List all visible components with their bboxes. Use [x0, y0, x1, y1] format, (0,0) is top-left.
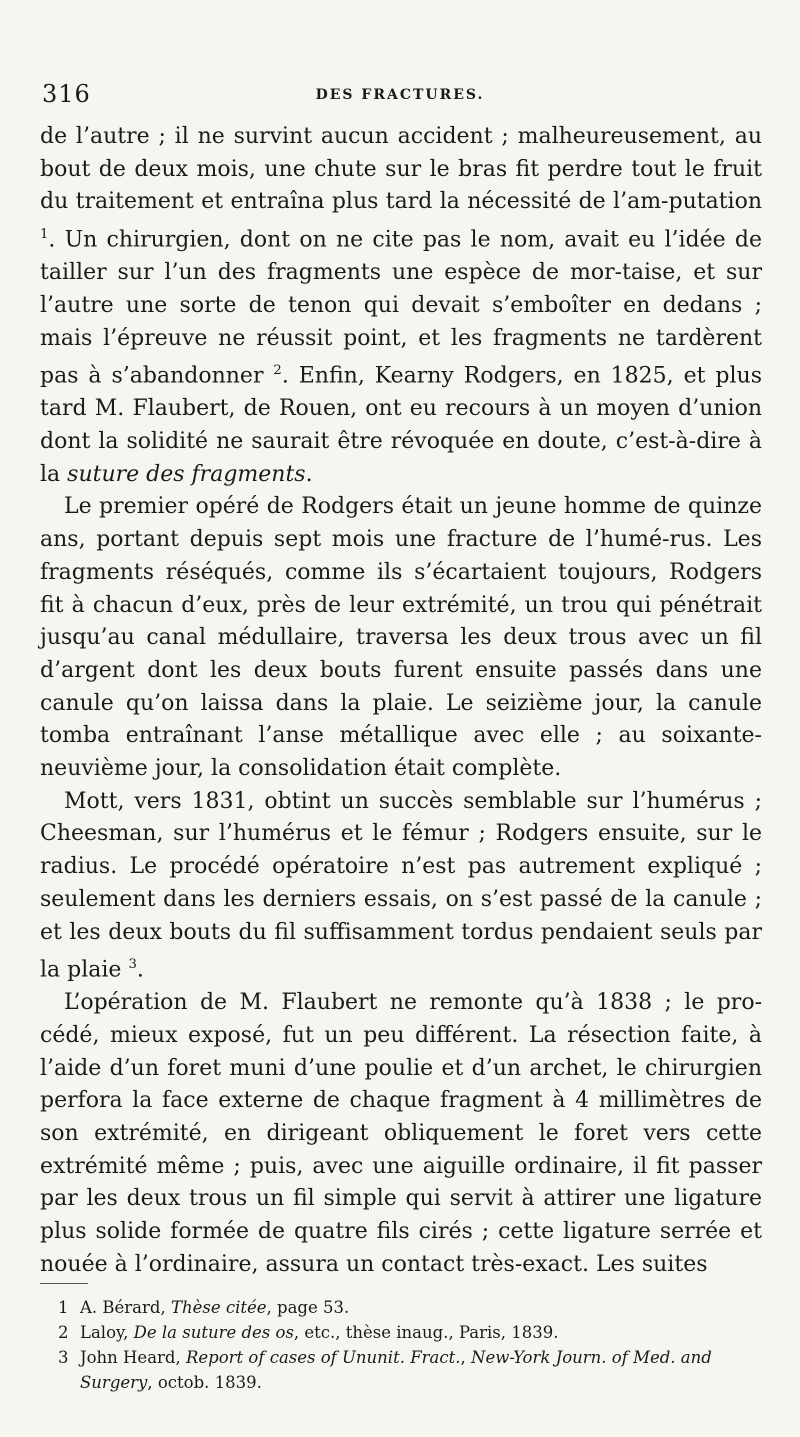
- running-head: DES FRACTURES.: [315, 87, 485, 103]
- italic-text: New-York Journ. of Med. and Surgery: [80, 1348, 712, 1392]
- page-number: 316: [42, 80, 91, 108]
- footnote: [40, 1345, 762, 1395]
- footnote: [40, 1295, 762, 1320]
- footnote-reference: 2: [273, 363, 282, 379]
- italic-text: suture des fragments: [67, 461, 306, 487]
- footnote-reference: 1: [40, 227, 49, 243]
- paragraph: [40, 491, 762, 785]
- text-run: , page 53.: [266, 1298, 350, 1317]
- footnote-rule: [40, 1283, 88, 1284]
- text-run: Le premier opéré de Rodgers était un jeune homme de quinze ans, portant depuis sept mois une fracture de l’humé-rus. Les fragments réséqués, comme ils s’écartaient toujours, Rodgers fit à chacun d’eux, près de leur extrémité, un trou qui pénétrait jusqu’au canal médullaire, traversa les deux trous avec un fil d’argent dont les deux bouts furent ensuite passés dans une canule qu’on laissa dans la plaie. Le seizième jour, la canule tomba entraînant l’anse métallique avec elle ; au soixante-neuvième jour, la consolidation était complète.: [40, 494, 762, 782]
- text-run: Mott, vers 1831, obtint un succès semblable sur l’humérus ; Cheesman, sur l’humérus et le fémur ; Rodgers ensuite, sur le radius. Le procédé opératoire n’est pas autrement expliqué ; seulement dans les derniers essais, on s’est passé de la canule ; et les deux bouts du fil suffisamment tordus pendaient seuls par la plaie: [40, 788, 762, 983]
- paragraph: [40, 987, 762, 1281]
- footnotes: [40, 1295, 762, 1395]
- italic-text: Thèse citée: [170, 1298, 267, 1317]
- text-run: . Enfin, Kearny Rodgers, en 1825, et plus tard M. Flaubert, de Rouen, ont eu recours à un moyen d’union dont la solidité ne saurait être révoquée en doute, c’est-à-dire à la: [40, 363, 762, 487]
- footnote-number: 1: [58, 1298, 69, 1317]
- text-run: John Heard,: [80, 1348, 186, 1367]
- text-run: , octob. 1839.: [147, 1373, 262, 1392]
- text-run: Laloy,: [80, 1323, 134, 1342]
- text-run: . Un chirurgien, dont on ne cite pas le nom, avait eu l’idée de tailler sur l’un des fragments une espèce de mor-taise, et sur l’autre une sorte de tenon qui devait s’emboîter en dedans ; mais l’épreuve ne réussit point, et les fragments ne tardèrent pas à s’abandonner: [40, 227, 762, 389]
- footnote-number: 3: [58, 1348, 69, 1367]
- text-run: .: [305, 461, 313, 487]
- text-run: , etc., thèse inaug., Paris, 1839.: [293, 1323, 559, 1342]
- footnote-number: 2: [58, 1323, 69, 1342]
- italic-text: Report of cases of Ununit. Fract.: [185, 1348, 461, 1367]
- footnote: [40, 1320, 762, 1345]
- text-run: L’opération de M. Flaubert ne remonte qu’à 1838 ; le pro-cédé, mieux exposé, fut un peu différent. La résection faite, à l’aide d’un foret muni d’une poulie et d’un archet, le chirurgien perfora la face externe de chaque fragment à 4 millimètres de son extrémité, en dirigeant obliquement le foret vers cette extrémité même ; puis, avec une aiguille ordinaire, il fit passer par les deux trous un fil simple qui servit à attirer une ligature plus solide formée de quatre fils cirés ; cette ligature serrée et nouée à l’ordinaire, assura un contact très-exact. Les suites: [40, 990, 762, 1277]
- paragraph: [40, 121, 762, 491]
- page-header: [40, 80, 760, 110]
- paragraph: [40, 786, 762, 988]
- text-run: .: [136, 957, 144, 983]
- text-run: A. Bérard,: [80, 1298, 171, 1317]
- body-text: [40, 121, 762, 1282]
- text-run: ,: [460, 1348, 471, 1367]
- italic-text: De la suture des os: [133, 1323, 294, 1342]
- text-run: de l’autre ; il ne survint aucun accident ; malheureusement, au bout de deux mois, une chute sur le bras fit perdre tout le fruit du traitement et entraîna plus tard la nécessité de l’am-putation: [40, 124, 762, 215]
- footnote-reference: 3: [128, 957, 137, 973]
